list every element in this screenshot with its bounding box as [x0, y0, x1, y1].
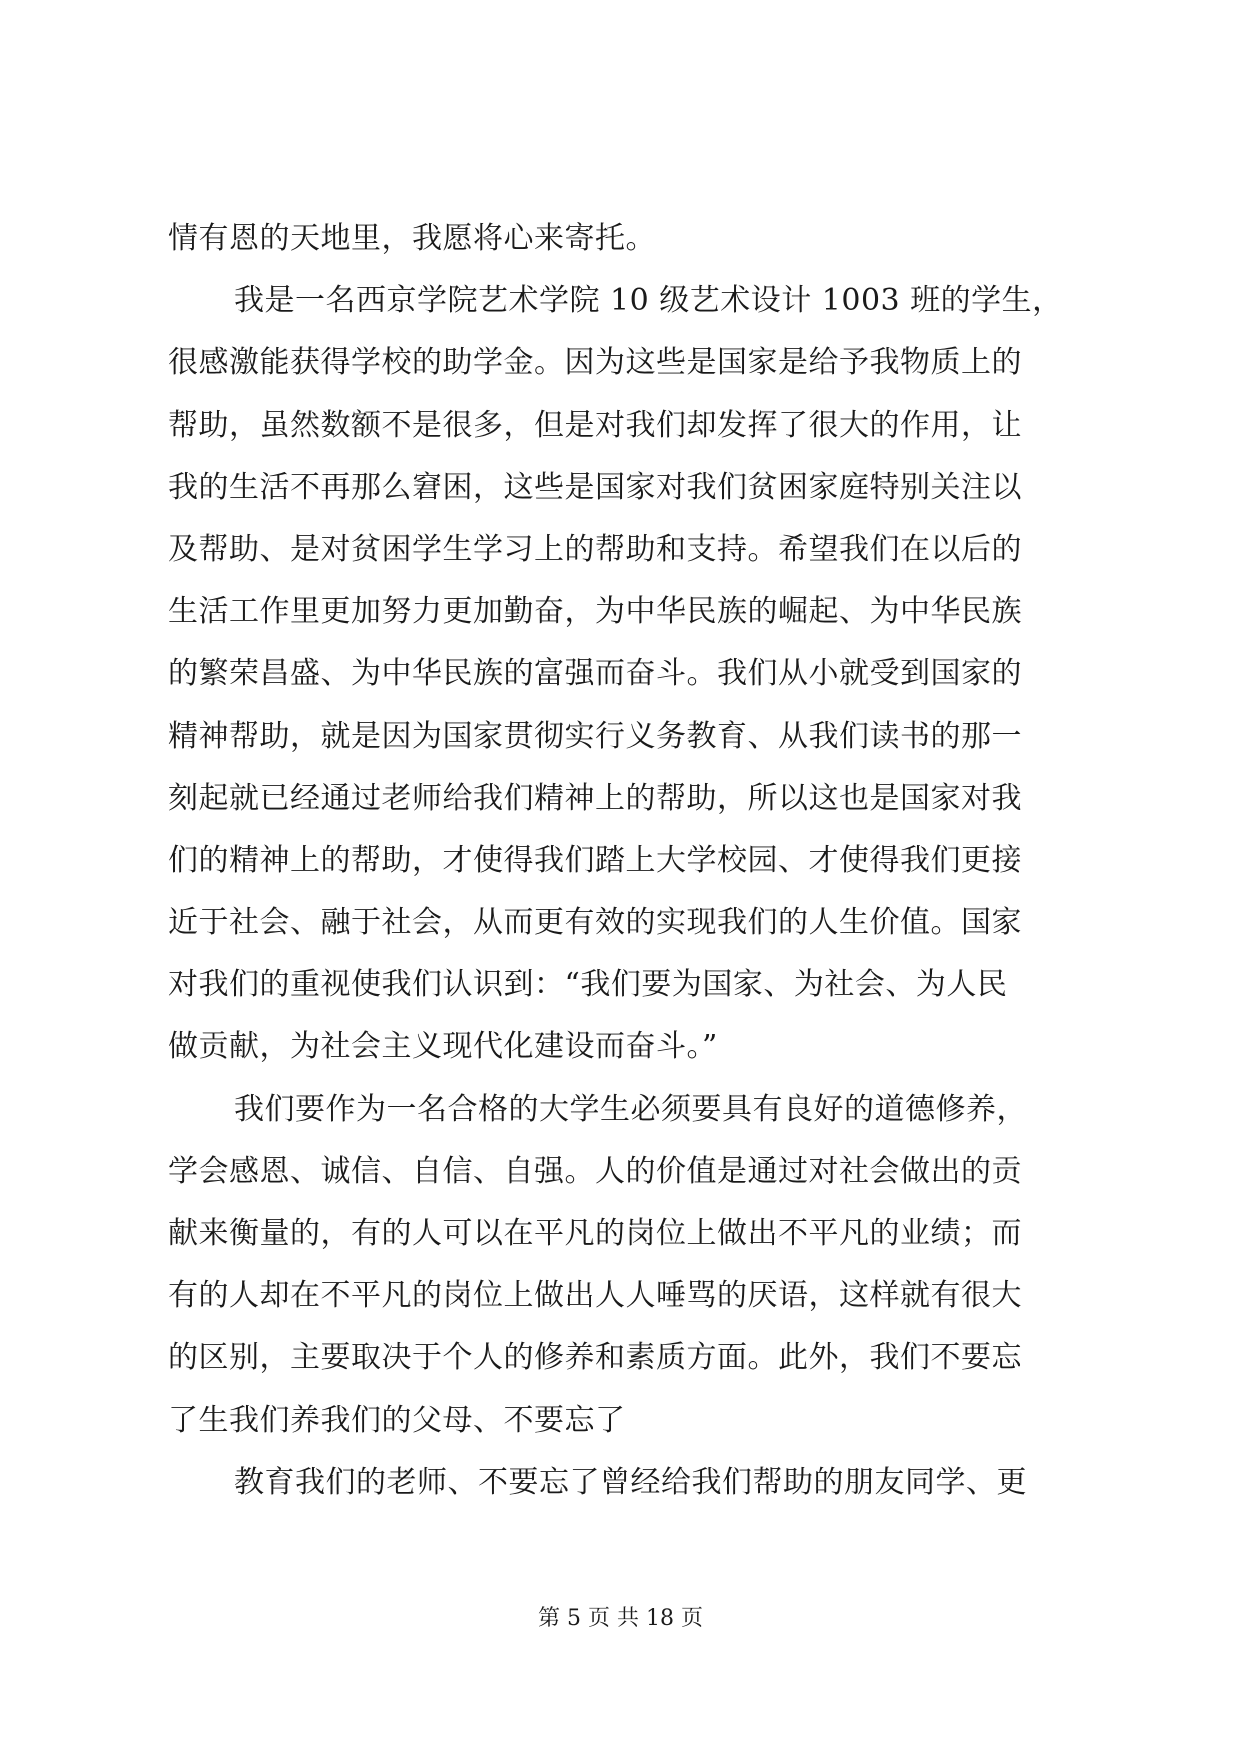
- text-line: 刻起就已经通过老师给我们精神上的帮助，所以这也是国家对我: [168, 780, 1022, 816]
- text-line: 帮助，虽然数额不是很多，但是对我们却发挥了很大的作用，让: [168, 407, 1022, 443]
- text-line: 生活工作里更加努力更加勤奋，为中华民族的崛起、为中华民族: [168, 594, 1022, 630]
- page-number-footer: 第 5 页 共 18 页: [538, 1606, 703, 1631]
- text-line: 及帮助、是对贫困学生学习上的帮助和支持。希望我们在以后的: [168, 531, 1022, 567]
- text-line: 很感激能获得学校的助学金。因为这些是国家是给予我物质上的: [168, 345, 1022, 381]
- text-line: 的区别，主要取决于个人的修养和素质方面。此外，我们不要忘: [168, 1340, 1022, 1376]
- text-line: 献来衡量的，有的人可以在平凡的岗位上做出不平凡的业绩；而: [168, 1216, 1022, 1251]
- text-line: 情有恩的天地里，我愿将心来寄托。: [168, 221, 656, 256]
- text-line: 了生我们养我们的父母、不要忘了: [168, 1402, 626, 1438]
- text-line: 我的生活不再那么窘困，这些是国家对我们贫困家庭特别关注以: [168, 469, 1022, 505]
- text-line: 对我们的重视使我们认识到：“我们要为国家、为社会、为人民: [168, 967, 1008, 1003]
- text-line: 精神帮助，就是因为国家贯彻实行义务教育、从我们读书的那一: [168, 718, 1022, 754]
- text-line: 我们要作为一名合格的大学生必须要具有良好的道德修养，: [234, 1091, 1027, 1127]
- text-line: 近于社会、融于社会，从而更有效的实现我们的人生价值。国家: [168, 905, 1022, 941]
- text-line: 做贡献，为社会主义现代化建设而奋斗。”: [168, 1029, 718, 1065]
- text-line: 们的精神上的帮助，才使得我们踏上大学校园、才使得我们更接: [168, 842, 1022, 878]
- text-line: 学会感恩、诚信、自信、自强。人的价值是通过对社会做出的贡: [168, 1153, 1022, 1189]
- text-line: 教育我们的老师、不要忘了曾经给我们帮助的朋友同学、更: [234, 1464, 1027, 1500]
- body-text: [168, 208, 1088, 1514]
- text-line: 的繁荣昌盛、为中华民族的富强而奋斗。我们从小就受到国家的: [168, 656, 1022, 692]
- text-line: 我是一名西京学院艺术学院 10 级艺术设计 1003 班的学生，: [234, 283, 1063, 319]
- text-line: 有的人却在不平凡的岗位上做出人人唾骂的厌语，这样就有很大: [168, 1278, 1022, 1314]
